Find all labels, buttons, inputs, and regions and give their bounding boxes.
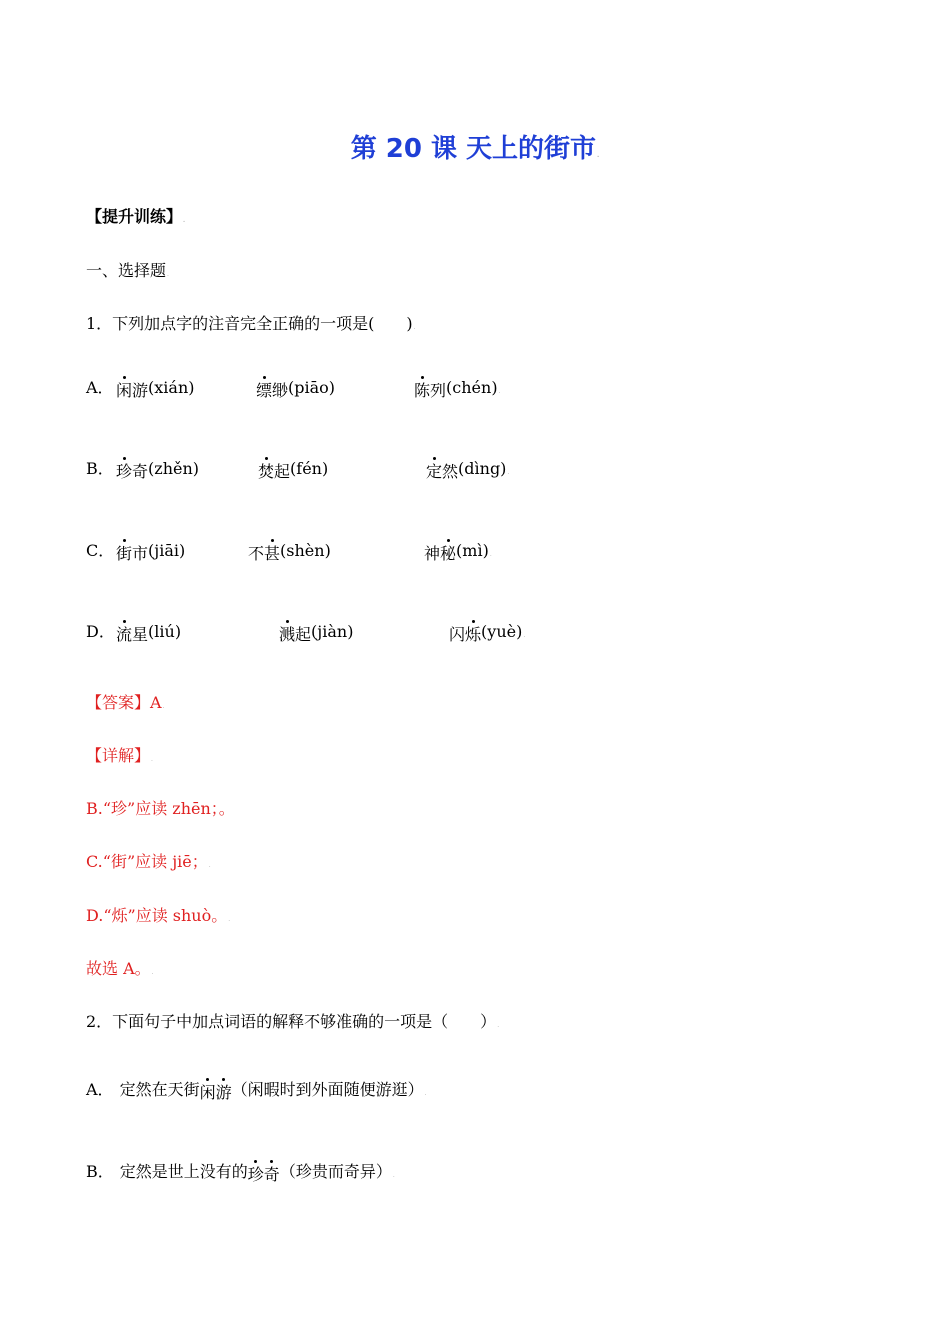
dotted-char: 闲 — [116, 381, 133, 400]
pinyin: (fén) — [290, 459, 329, 478]
word-char: 奇 — [132, 462, 149, 481]
pinyin: (xián) — [148, 378, 195, 397]
pinyin: (chén) — [446, 378, 498, 397]
option-item — [248, 541, 331, 561]
option-word — [248, 544, 280, 564]
word-char: 游 — [132, 381, 149, 400]
dotted-char: 缥 — [256, 381, 273, 400]
question-1-stem-text: 1．下列加点字的注音完全正确的一项是( ) — [86, 314, 413, 333]
sentence-text: 定然在天街 — [119, 1080, 200, 1099]
dotted-char: 闲 — [199, 1083, 216, 1102]
dotted-char: 奇 — [263, 1165, 280, 1184]
explanation-text: （珍贵而奇异） — [279, 1162, 392, 1181]
option-item — [424, 541, 492, 565]
part-heading-text: 一、选择题 — [86, 261, 167, 280]
option-item — [116, 378, 195, 398]
dotted-word — [248, 1165, 280, 1185]
word-char: 起 — [295, 625, 312, 644]
pinyin: (mì) — [456, 541, 489, 560]
pinyin: (liú) — [148, 622, 182, 641]
detail-line: 故选 A。. — [86, 959, 154, 978]
pinyin: (shèn) — [280, 541, 331, 560]
word-char: 列 — [430, 381, 447, 400]
answer-line: 【答案】A. — [86, 693, 165, 712]
option-word — [426, 462, 458, 482]
word-char: 星 — [132, 625, 149, 644]
pinyin: (piāo) — [288, 378, 336, 397]
option-item — [256, 378, 335, 398]
option-item — [258, 459, 328, 479]
question-2-stem-text: 2．下面句子中加点词语的解释不够准确的一项是（ ） — [86, 1012, 497, 1031]
dotted-char: 流 — [116, 625, 133, 644]
dotted-char: 街 — [116, 544, 133, 563]
pinyin: (yuè) — [481, 622, 523, 641]
answer-value: A — [150, 693, 162, 712]
option-label: B． — [86, 1162, 114, 1181]
word-char: 神 — [424, 544, 441, 563]
option-word — [424, 544, 456, 564]
detail-line: C.“街”应读 jiē；. — [86, 852, 211, 871]
option-label: A． — [86, 1080, 114, 1099]
option-line — [86, 1080, 427, 1104]
explanation-text: （闲暇时到外面随便游逛） — [231, 1080, 424, 1099]
page-title: 第 20 课 天上的街市. — [350, 134, 600, 164]
detail-tag: 【详解】 — [86, 746, 151, 765]
option-word — [279, 625, 311, 645]
option-item — [449, 622, 525, 646]
option-word — [116, 625, 148, 645]
option-word — [414, 381, 446, 401]
option-label: A． — [86, 378, 114, 397]
word-char: 然 — [442, 462, 459, 481]
page-title-text: 第 20 课 天上的街市 — [350, 134, 597, 164]
detail-line: B.“珍”应读 zhēn；。 — [86, 799, 235, 818]
option-item — [116, 541, 185, 561]
mark-dot: . — [392, 1172, 395, 1179]
mark-dot: . — [523, 632, 526, 639]
option-word — [256, 381, 288, 401]
option-item — [426, 459, 509, 483]
dotted-char: 游 — [215, 1083, 232, 1102]
option-item — [116, 459, 199, 479]
pinyin: (jiàn) — [311, 622, 354, 641]
option-word — [116, 462, 148, 482]
pinyin: (jiāi) — [148, 541, 186, 560]
dotted-char: 烁 — [465, 625, 482, 644]
dotted-char: 珍 — [116, 462, 133, 481]
mark-dot: . — [424, 1090, 427, 1097]
pinyin: (dìng) — [458, 459, 507, 478]
question-2-stem: 2．下面句子中加点词语的解释不够准确的一项是（ ）. — [86, 1012, 500, 1031]
option-line — [86, 1162, 395, 1186]
mark-dot: . — [507, 469, 510, 476]
part-heading: 一、选择题. — [86, 261, 169, 280]
word-char: 闪 — [449, 625, 466, 644]
mark-dot: . — [489, 551, 492, 558]
dotted-char: 焚 — [258, 462, 275, 481]
section-heading-text: 【提升训练】 — [86, 207, 183, 226]
section-heading: 【提升训练】. — [86, 207, 186, 226]
answer-tag: 【答案】 — [86, 693, 151, 712]
option-label: B． — [86, 459, 114, 478]
word-char: 市 — [132, 544, 149, 563]
option-word — [449, 625, 481, 645]
option-word — [116, 544, 148, 564]
option-label: D． — [86, 622, 115, 641]
dotted-char: 甚 — [264, 544, 281, 563]
detail-heading: 【详解】. — [86, 746, 153, 765]
pinyin: (zhěn) — [148, 459, 200, 478]
word-char: 起 — [274, 462, 291, 481]
option-word — [258, 462, 290, 482]
option-item — [414, 378, 500, 402]
option-item — [279, 622, 353, 642]
dotted-char: 珍 — [247, 1165, 264, 1184]
word-char: 不 — [248, 544, 265, 563]
mark-dot: . — [498, 388, 501, 395]
option-word — [116, 381, 148, 401]
dotted-char: 定 — [426, 462, 443, 481]
question-1-stem: 1．下列加点字的注音完全正确的一项是( ). — [86, 314, 416, 333]
dotted-word — [200, 1083, 232, 1103]
option-label: C． — [86, 541, 115, 560]
dotted-char: 溅 — [279, 625, 296, 644]
dotted-char: 秘 — [440, 544, 457, 563]
word-char: 缈 — [272, 381, 289, 400]
sentence-text: 定然是世上没有的 — [119, 1162, 248, 1181]
detail-line: D.“烁”应读 shuò。. — [86, 906, 231, 925]
dotted-char: 陈 — [414, 381, 431, 400]
option-item — [116, 622, 181, 642]
